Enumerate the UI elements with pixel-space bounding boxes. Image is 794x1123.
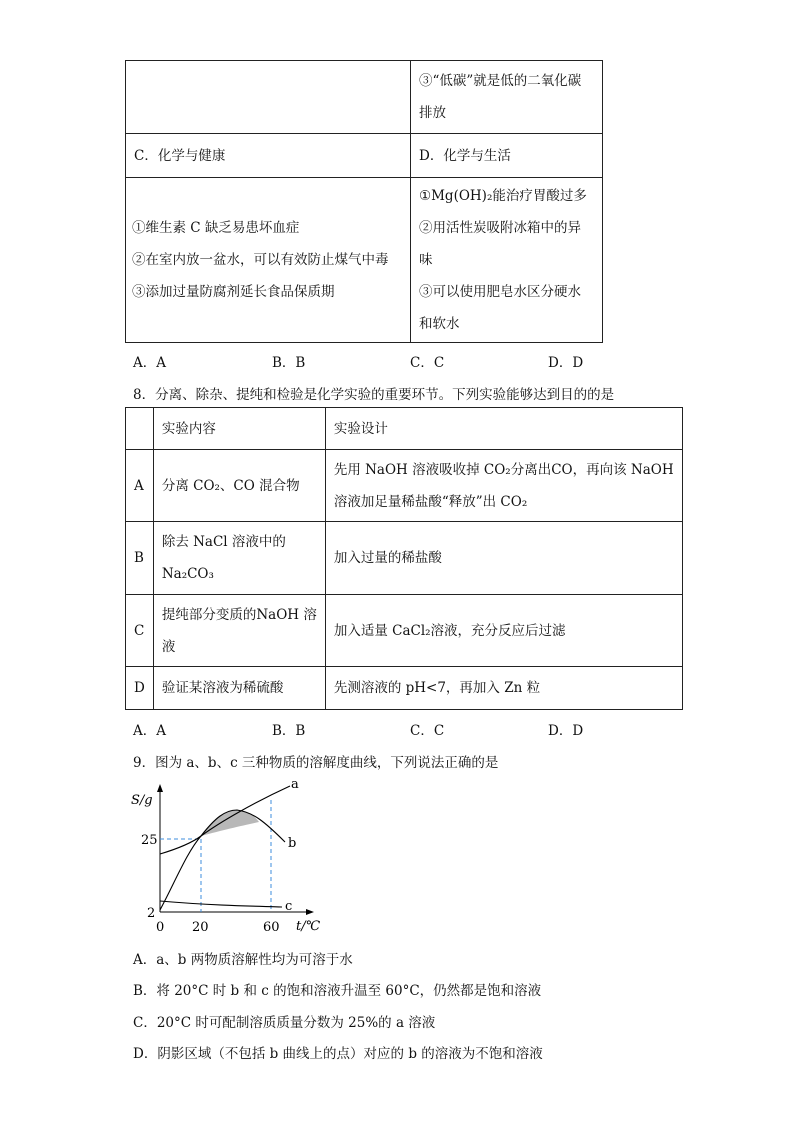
q7-cell-c-items	[126, 178, 411, 343]
q7-cell-c-title: C．化学与健康	[126, 134, 411, 178]
q7-cell-d-items	[411, 178, 603, 343]
q7-table	[125, 60, 603, 343]
option-b[interactable]: B．B	[272, 355, 306, 371]
option-a[interactable]: A．A	[133, 355, 166, 371]
text-line: 液	[161, 638, 176, 655]
text-line: 先用 NaOH 溶液吸收掉 CO₂分离出CO，再向该 NaOH	[333, 461, 674, 478]
text-line: ②用活性炭吸附冰箱中的异	[419, 220, 581, 236]
q8-row-d-content	[153, 667, 325, 710]
x-tick-60: 60	[263, 920, 280, 935]
text-line: ①Mg(OH)₂能治疗胃酸过多	[419, 188, 587, 204]
x-tick-0: 0	[156, 920, 165, 935]
text-line: 溶液加足量稀盐酸“释放”出 CO₂	[333, 493, 528, 510]
text-line: 味	[419, 252, 433, 268]
q8-row-c-design	[325, 595, 682, 667]
x-axis-label: t/℃	[296, 919, 321, 934]
q9-option-c[interactable]: C．20°C 时可配制溶质质量分数为 25%的 a 溶液	[133, 1015, 436, 1031]
q8-row-d-label: D	[126, 667, 154, 710]
q7-cell-empty	[126, 61, 411, 134]
text-line: ②在室内放一盆水，可以有效防止煤气中毒	[132, 252, 389, 268]
text-line: 提纯部分变质的NaOH 溶	[161, 606, 317, 623]
curve-c-label: c	[285, 899, 293, 914]
text-line: Na₂CO₃	[161, 566, 214, 582]
q8-header-content: 实验内容	[153, 408, 325, 450]
q8-table	[125, 407, 683, 710]
curve-b-label: b	[288, 836, 297, 851]
q8-row-c-content	[153, 595, 325, 667]
option-d[interactable]: D．D	[548, 355, 584, 371]
text-line: 加入适量 CaCl₂溶液，充分反应后过滤	[333, 622, 566, 639]
text-line: 加入过量的稀盐酸	[333, 550, 442, 566]
q8-row-a-content	[153, 450, 325, 522]
q9-option-b[interactable]: B．将 20°C 时 b 和 c 的饱和溶液升温至 60°C，仍然都是饱和溶液	[133, 983, 542, 999]
text-line: 排放	[419, 105, 446, 121]
q9-option-d[interactable]: D．阴影区域（不包括 b 曲线上的点）对应的 b 的溶液为不饱和溶液	[133, 1046, 543, 1062]
curve-c	[160, 901, 282, 907]
curve-a-label: a	[291, 777, 299, 792]
q8-header-label	[126, 408, 154, 450]
option-c[interactable]: C．C	[410, 723, 445, 739]
text-line: 验证某溶液为稀硫酸	[161, 680, 284, 696]
text-line: ③添加过量防腐剂延长食品保质期	[132, 284, 335, 300]
q8-row-b-content	[153, 522, 325, 595]
q8-header-design: 实验设计	[325, 408, 682, 450]
y-axis-arrow	[157, 784, 163, 792]
solubility-curve-graph	[125, 772, 325, 937]
text-line: ①维生素 C 缺乏易患坏血症	[132, 220, 300, 236]
x-axis-arrow	[306, 909, 314, 915]
y-axis-label: S/g	[131, 793, 153, 808]
q8-row-a-design	[325, 450, 682, 522]
q8-stem: 8．分离、除杂、提纯和检验是化学实验的重要环节。下列实验能够达到目的的是	[133, 387, 615, 403]
text-line: 除去 NaCl 溶液中的	[161, 534, 286, 550]
text-line: ③“低碳”就是低的二氧化碳	[419, 73, 582, 89]
q9-option-a[interactable]: A．a、b 两物质溶解性均为可溶于水	[133, 952, 353, 968]
text-line: 分离 CO₂、CO 混合物	[161, 477, 300, 494]
y-tick-25: 25	[141, 833, 158, 848]
option-a[interactable]: A．A	[133, 723, 166, 739]
q8-row-b-label: B	[126, 522, 154, 595]
text-line: 先测溶液的 pH<7，再加入 Zn 粒	[333, 680, 541, 696]
x-tick-20: 20	[192, 920, 209, 935]
q8-row-c-label: C	[126, 595, 154, 667]
q7-cell-b-item3	[411, 61, 603, 134]
q8-row-a-label: A	[126, 450, 154, 522]
q7-cell-d-title: D．化学与生活	[411, 134, 603, 178]
q9-stem: 9．图为 a、b、c 三种物质的溶解度曲线，下列说法正确的是	[133, 755, 499, 771]
q8-row-d-design	[325, 667, 682, 710]
text-line: ③可以使用肥皂水区分硬水	[419, 284, 581, 300]
option-c[interactable]: C．C	[410, 355, 445, 371]
q8-row-b-design	[325, 522, 682, 595]
option-d[interactable]: D．D	[548, 723, 584, 739]
y-tick-2: 2	[147, 906, 156, 921]
text-line: 和软水	[419, 316, 460, 332]
option-b[interactable]: B．B	[272, 723, 306, 739]
